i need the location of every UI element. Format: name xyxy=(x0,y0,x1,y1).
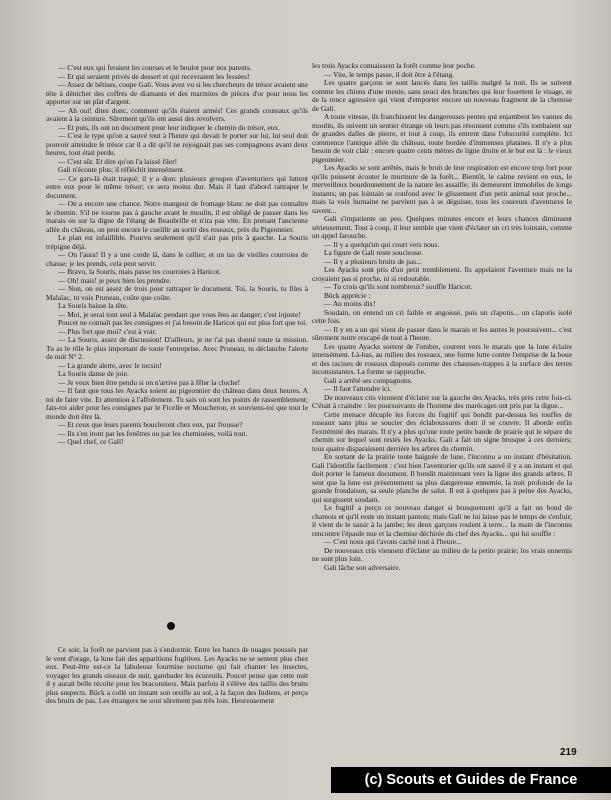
section-break-ornament xyxy=(167,622,175,630)
paragraph: Gali s'impatiente un peu. Quelques minutes encore et leurs chances diminuent sérieusement. Tout à coup, il leur semble que vient d'éclater un cri très lointain, comme un appel farouche. xyxy=(312,214,572,240)
paragraph: Poucet ne connaît pas les consignes et j'ai besoin de Haricot qui est plus fort que toi. xyxy=(58,318,308,327)
paragraph: Cette menace décuple les forces du fugitif qui bondit par-dessus les touffes de roseaux sans plus se soucier des éclaboussures dont il se couvre. Il aborde enfin l'extrémité des marais. Il n'y a plus qu'une toute petite bande de prairie qui le sépare du chemin sur lequel sont restés les Ayacks. Gali a fait un signe brusque à ces derniers; tous quatre disparaissent derrière les arbres du chemin. xyxy=(312,409,572,453)
left-text-column xyxy=(46,64,308,447)
paragraph: — Il y a plusieurs bruits de pas... xyxy=(324,256,422,266)
paragraph: — C'est eux qui feraient les courses et le boulot pour nos parents. xyxy=(58,63,252,72)
paragraph: — Au moins dix! xyxy=(324,299,376,308)
paragraph: — C'est le type qu'on a sauvé tout à l'heure qui devait le porter sur lui, lui seul doit pouvoir atteindre le trésor car il a dit qu'il ne rejoignait pas ses compagnons avant deux heures, tout était perdu. xyxy=(46,131,308,157)
paragraph: La figure de Gali reste soucieuse. xyxy=(324,248,423,257)
paragraph: Les quatre garçons se sont lancés dans les taillis malgré la nuit. Ils se suivent comme les chiens d'une meute, sans souci des branches qui leur fouettent le visage, ni de la ronce agressive qui vient d'emporter encore un nouveau fragment de la chemise de Gali. xyxy=(312,78,572,113)
paragraph: — Quel chef, ce Gali! xyxy=(58,437,124,446)
paragraph: — C'est sûr. Et dire qu'on l'a laissé filer! xyxy=(58,156,178,166)
paragraph: Ce soir, la forêt ne parvient pas à s'endormir. Entre les bancs de nuages poussés par le vent d'orage, la lune fait des apparitions fugitives. Les Ayacks ne se sentent plus chez eux. Peut-être est-ce la fabuleuse fourmise nocturne qui fait chanter les insectes, voyager les grands oiseaux de nuit, gambader les écureuils. Poucet pense que cette nuit il y aurait belle récolte pour les braconniers. Mais parfois il s'élève des taillis des bruits plus suspects. Bück a collé un instant son oreille au sol, à la façon des Indiens, et perçu des bruits de pas. Les étrangers ne sont sûrement pas très loin. Heureusement xyxy=(46,645,308,705)
paragraph: A toute vitesse, ils franchissent les dangereuses pentes qui enjambent les vannes du moulin, ils suivent un sentier étrange où leurs pas résonnent comme s'ils tombaient sur de grandes dalles de pierre, et tout à coup, ils entrent dans l'obscurité complète. Ici commence l'antique allée du château, toute bordée d'immenses platanes. Il n'y a plus besoin de voir clair : encore quatre cents mètres de ligne droite et le but est là : le vieux pigeonnier. xyxy=(312,112,572,164)
page-number: 219 xyxy=(560,747,577,758)
paragraph: les trois Ayacks connaissent la forêt comme leur poche. xyxy=(312,61,476,70)
paragraph: — On a encore une chance. Notre mangeur de fromage blanc ne doit pas connaître le chemin. S'il ne tourne pas à gauche avant le moulin, il est obligé de passer dans les marais ou sur la digue de l'étang de Beaubrille et n'ira pas vite. En prenant l'ancienne allée du château, on peut encore le cueillir au sortir des roseaux, près du Pigeonnier. xyxy=(46,199,308,234)
paragraph: — Il y en a un qui vient de passer dans le marais et les autres le poursuivent... c'est sûrement notre rescapé de tout à l'heure. xyxy=(312,324,572,342)
paragraph: Bück apprécie : xyxy=(324,290,371,300)
paragraph: — Et puis, ils ont un document pour leur indiquer le chemin du trésor, eux. xyxy=(58,122,280,132)
paragraph: — Et qui seraient privés de dessert et qui recevraient les fessées! xyxy=(58,71,250,81)
paragraph: Le plan est infaillible. Pourvu seulement qu'il n'ait pas pris à gauche. La Souris trépigne déjà. xyxy=(46,233,308,251)
paragraph: — La grande alerte, avec le tocsin! xyxy=(58,360,162,370)
paragraph: — Ce gars-là était traqué; il y a donc plusieurs groupes d'aventuriers qui luttent entre eux pour le même trésor; ce sera moins dur. Mais il faut d'abord rattraper le document. xyxy=(46,173,308,200)
paragraph: Les Ayacks se sont arrêtés, mais le bruit de leur respiration est encore trop fort pour qu'ils puissent écouter le murmure de la forêt... Bientôt, le calme revient en eux, le merveilleux bourdonnement de la nature les assaille; ils demeurent immobiles de longs instants; un pas lointain se confond avec le glissement d'un petit animal tout proche... mais la voix humaine ne parvient pas à se déguiser, tous les coureurs d'aventures le savent... xyxy=(312,163,572,215)
paragraph: — C'est nous qui t'avons caché tout à l'heure... xyxy=(324,537,462,546)
paragraph: De nouveaux cris viennent d'éclater au milieu de la petite prairie; les vrais ennemis ne sont plus loin. xyxy=(312,545,572,563)
paragraph: De nouveaux cris viennent d'éclater sur la gauche des Ayacks, très près cette fois-ci. C'était à craindre : les poursuivants de l'homme des marécages ont pris par la digue... xyxy=(312,392,572,410)
paragraph: — Je veux bien être pendu si on n'arrive pas à fêler la cloche! xyxy=(58,377,241,387)
left-text-column-bottom xyxy=(46,646,308,706)
paragraph: — Il faut que tous les Ayacks soient au pigeonnier du château dans deux heures. A toi de faire vite. Et attention à l'affolement. Tu sais où sont les points de rassemblement; fais-toi aider pour les consignes par le Ficelle et Moucheron, et souviens-toi que tout le monde doit être là. xyxy=(46,386,308,421)
paragraph: Le fugitif a perçu ce nouveau danger si brusquement qu'il a fait un bond de chamois et qu'il reste un instant pantois; mais Gali ne lui laisse pas le temps de s'enfuir; il vient de le saisir à la jambe; les deux garçons roulent à terre... la main de l'inconnu rencontre l'épaule nue et la chemise déchirée du chef des Ayacks... qui lui souffle : xyxy=(312,503,572,538)
paragraph: — Moi, je serai tout seul à Malaïac pendant que vous êtes au danger; c'est injuste! xyxy=(58,309,301,319)
paragraph: — La Souris, assez de discussion! D'ailleurs, je ne t'ai pas donné toute ta mission. Tu as le rôle le plus important de toute l'entreprise. Avec Pruneau, tu déclanche l'alerte de nuit N° 2. xyxy=(46,335,308,361)
paragraph: La Souris baisse la tête. xyxy=(58,301,128,310)
paragraph: — Non, on est assez de trois pour rattraper le document. Toi, la Souris, tu files à Malaïac, tu vois Pruneau, coûte que coûte. xyxy=(46,284,308,302)
paragraph: En sortant de la prairie toute baignée de lune, l'inconnu a un instant d'hésitation. Gali l'identifie facilement : c'est bien l'aventurier qu'ils ont sauvé il y a un instant et qui doit porter le fameux document. Il bondit maintenant vers la ligne des grands arbres. Il sent que la lune est présentement sa plus dangereuse ennemie, la nuit profonde de la grande frondaison, sa seule planche de salut. Il est à quelques pas à peine des Ayacks, qui surgissent soudain. xyxy=(312,452,572,504)
copyright-watermark: (c) Scouts et Guides de France xyxy=(331,767,611,793)
paragraph: — Il y a quelqu'un qui court vers nous. xyxy=(324,239,440,249)
paragraph: Gali n'écoute plus; il réfléchit intensément. xyxy=(58,165,185,174)
paragraph: — Vite, le temps passe, il doit être à l'étang. xyxy=(324,69,455,79)
paragraph: Les quatre Ayacks sortent de l'ombre, courent vers le marais que la lune éclaire intensément. Là-bas, au milieu des roseaux, une forme lutte contre l'emprise de la boue et des racines de roseaux disposés comme des chausses-trappes à la surface des terres inconsistantes. La forme se rapproche. xyxy=(312,341,572,376)
paragraph: — Ils s'en iront par les fenêtres ou par les cheminées, voilà tout. xyxy=(58,428,248,438)
paragraph: — On l'aura! Il y a une corde là, dans le cellier, et un tas de vieilles courroies de chasse; je les prends, cela peut servir. xyxy=(46,250,308,268)
right-text-column xyxy=(312,62,572,572)
paragraph: Gali lâche son adversaire. xyxy=(324,562,401,572)
paragraph: — Bravo, la Souris, mais passe tes courroies à Haricot. xyxy=(58,267,221,276)
paragraph: — Assez de bêtises, coupe Gali. Vous avez vu si les chercheurs de trésor avaient une tête à dénicher des coffres de diamants et des marmites de pièces d'or pour nous les apporter sur un plat d'argent. xyxy=(46,80,308,106)
paragraph: La Souris danse de joie. xyxy=(58,369,129,378)
paragraph: Soudain, on entend un cri faible et angoissé, puis un clapotis... un clapotis isolé cette fois. xyxy=(312,307,572,325)
paragraph: — Il faut l'attendre ici. xyxy=(324,384,392,393)
paragraph: — Tu crois qu'ils sont nombreux? souffle Haricot. xyxy=(324,282,473,291)
paragraph: Les Ayacks sont pris d'un petit tremblement. Ils appelaient l'aventure mais ne la croyaient pas si proche, ni si redoutable. xyxy=(312,265,572,283)
paragraph: — Oh! mais! je peux bien les prendre. xyxy=(58,275,172,285)
paragraph: Gali a arrêté ses compagnons. xyxy=(324,375,413,385)
paragraph: — Ah oui! dites donc, comment qu'ils étaient armés! Ces grands couteaux qu'ils avaient à la ceinture. Sûrement qu'ils ont aussi des revolvers. xyxy=(46,105,308,123)
paragraph: — Et ceux que leurs parents boucleront chez eux, par frousse? xyxy=(58,420,243,429)
paragraph: — Plus fort que moi? c'est à voir. xyxy=(58,326,157,336)
